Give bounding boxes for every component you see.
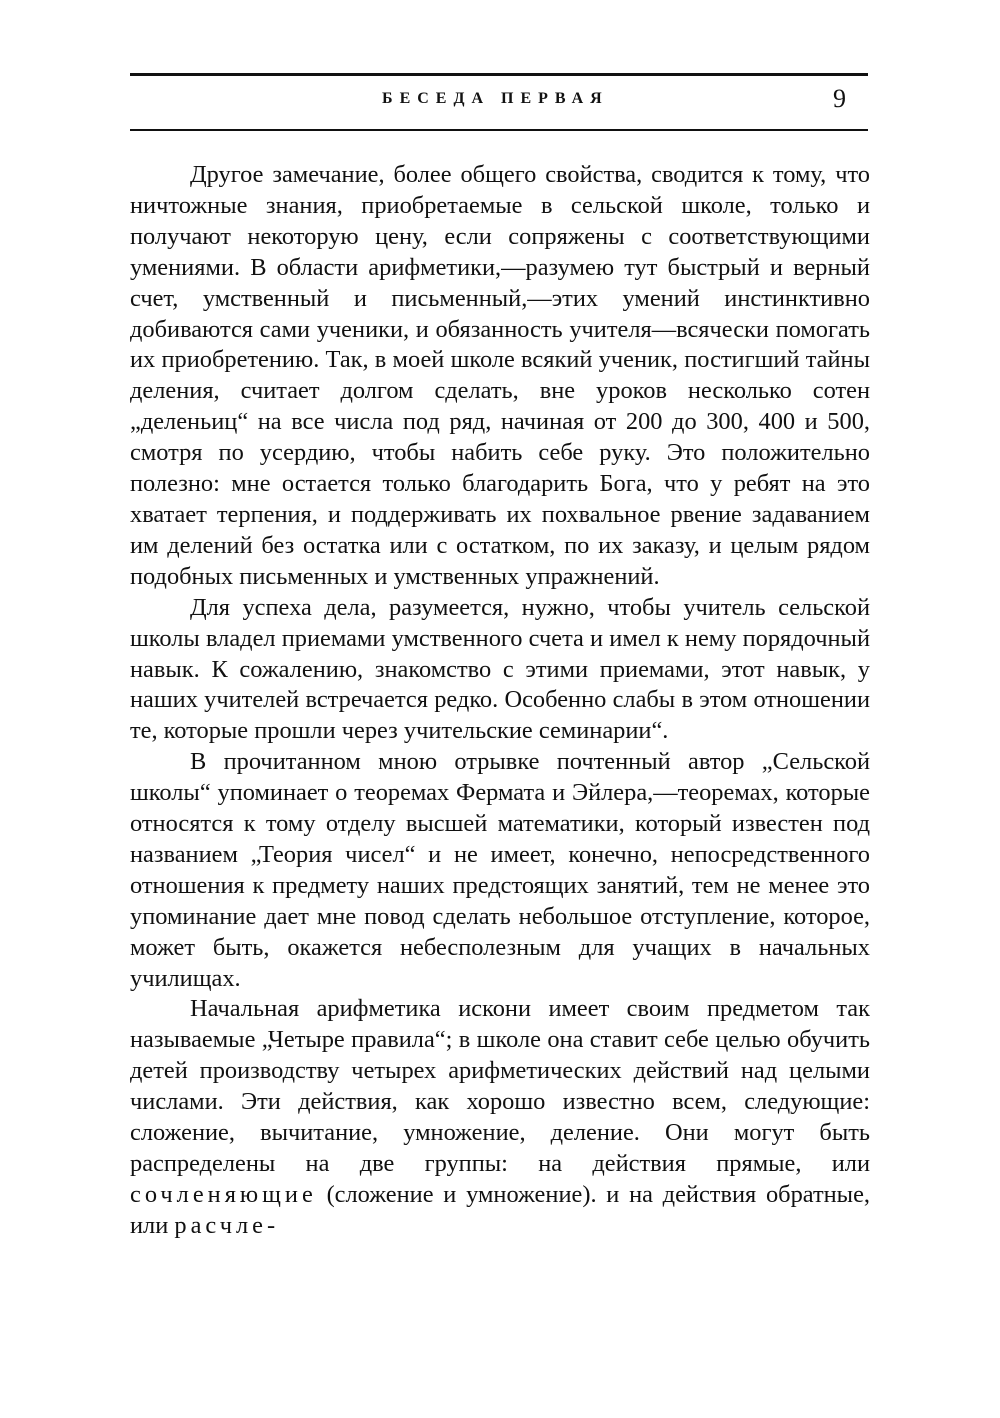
paragraph-4-text-middle: (сложение и умножение). и на действия обратные, или [130,1180,870,1239]
book-page [130,0,870,1418]
paragraph-3: В прочитанном мною отрывке почтенный автор „Сельской школы“ упоминает о теоремах Фермата и Эйлера,—теоремах, которые относятся к тому отделу высшей математики, который известен под названием „Теория чисел“ и не имеет, конечно, непосредственного отношения к предмету наших предстоящих занятий, тем не менее это упоминание дает мне повод сделать небольшое отступление, которое, может быть, окажется небесполезным для учащих в начальных училищах. [130,748,870,992]
header-top-rule [130,73,868,76]
spaced-term-joining: сочленяющие [130,1180,317,1208]
spaced-term-dividing: расчле- [174,1211,280,1239]
header-bottom-rule [130,129,868,131]
paragraph-4 [130,994,870,1241]
running-title: БЕСЕДА ПЕРВАЯ [382,90,609,107]
body-text [130,160,870,1242]
paragraph-1: Другое замечание, более общего свойства, сводится к тому, что ничтожные знания, приобретаемые в сельской школе, только и получают некоторую цену, если сопряжены с соответствующими умениями. В области арифметики,—разумею тут быстрый и верный счет, умственный и письменный,—этих умений инстинктивно добиваются сами ученики, и обязанность учителя—всячески помогать их приобретению. Так, в моей школе всякий ученик, постигший тайны деления, считает долгом сделать, вне уроков несколько сотен „деленьиц“ на все числа под ряд, начиная от 200 до 300, 400 и 500, смотря по усердию, чтобы набить себе руку. Это положительно полезно: мне остается только благодарить Бога, что у ребят на это хватает терпения, и поддерживать их похвальное рвение задаванием им делений без остатка или с остатком, по их заказу, и целым рядом подобных письменных и умственных упражнений. [130,161,870,590]
paragraph-4-text-before: Начальная арифметика искони имеет своим предметом так называемые „Четыре правила“; в школе она ставит себе целью обучить детей производству четырех арифметических действий над целыми числами. Эти действия, как хорошо известно всем, следующие: сложение, вычитание, умножение, деление. Они могут быть распределены на две группы: на действия прямые, или [130,995,870,1177]
paragraph-2: Для успеха дела, разумеется, нужно, чтобы учитель сельской школы владел приемами умственного счета и имел к нему порядочный навык. К сожалению, знакомство с этими приемами, этот навык, у наших учителей встречается редко. Особенно слабы в этом отношении те, которые прошли через учительские семинарии“. [130,593,870,745]
running-head [130,84,870,118]
page-number: 9 [833,84,846,113]
